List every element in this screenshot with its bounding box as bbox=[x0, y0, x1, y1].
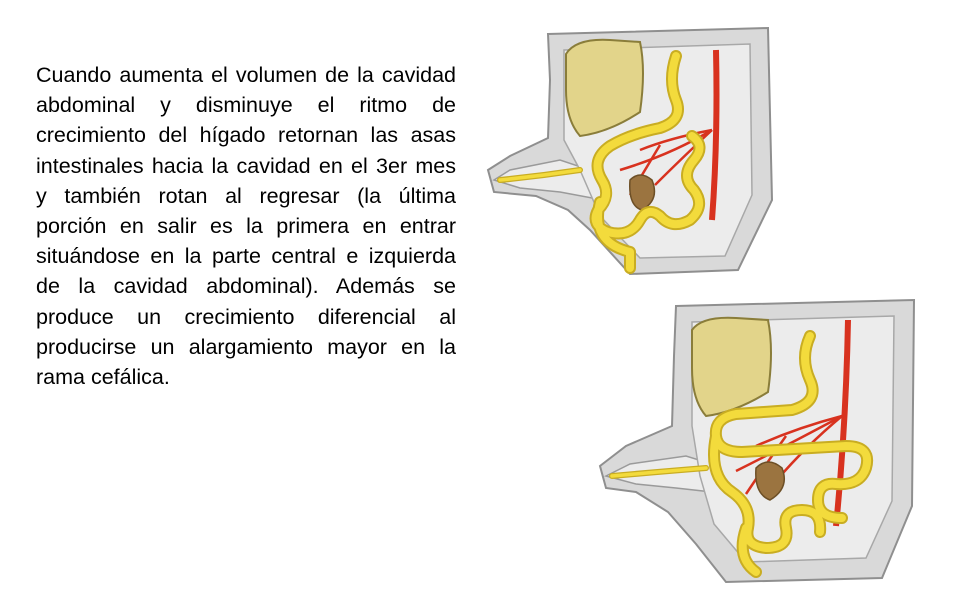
body-paragraph: Cuando aumenta el volumen de la cavidad abdominal y disminuye el ritmo de crecimiento del hígado retornan las asas intestinales hacia la cavidad en el 3er mes y también rotan al regresar (la última porción en salir es la primera en entrar situándose en la parte central e izquierda de la cavidad abdominal). Además se produce un crecimiento diferencial al producirse un alargamiento mayor en la rama cefálica. bbox=[36, 63, 456, 390]
embryo-abdomen-illustration-early bbox=[480, 20, 780, 276]
embryo-abdomen-illustration-late bbox=[596, 296, 920, 586]
